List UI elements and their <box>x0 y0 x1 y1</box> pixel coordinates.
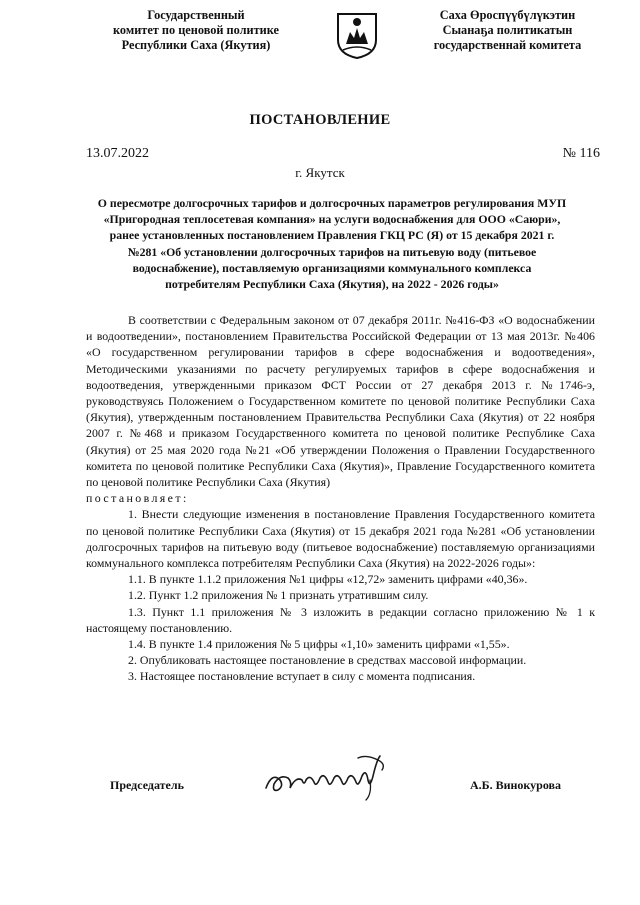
item-1-3: 1.3. Пункт 1.1 приложения № 3 изложить в редакции согласно приложению № 1 к настоящему постановлению. <box>86 604 595 635</box>
preamble-paragraph: В соответствии с Федеральным законом от 07 декабря 2011г. №416-ФЗ «О водоснабжении и водоотведении», постановлением Правительства Российской Федерации от 13 мая 2013г. №406 «О государственном регулировании тарифов в сфере водоснабжения и водоотведения», Методическими указаниями по расчету регулируемых тарифов в сфере водоснабжения и водоотведения, утвержденными приказом ФСТ России от 27 декабря 2013 г. №1746-э, руководствуясь Положением о Государственном комитете по ценовой политике Республики Саха (Якутия), утвержденным постановлением Правительства Республики Саха (Якутия) от 22 ноября 2007 г. №468 и приказом Государственного комитета по ценовой политике Республике Саха (Якутия) от 25 мая 2020 года №21 «Об утверждении Положения о Правлении Государственного комитета по ценовой политике Республики Саха (Якутия)», Правление Государственного комитета по ценовой политике Республики Саха (Якутия) <box>86 313 595 490</box>
subject-line: ранее установленных постановлением Правления ГКЦ РС (Я) от 15 декабря 2021 г. <box>109 228 555 243</box>
document-date: 13.07.2022 <box>86 146 149 161</box>
header-right-line-3: государственнай комитета <box>433 38 582 52</box>
header-committee-russian <box>96 8 296 53</box>
document-title: ПОСТАНОВЛЕНИЕ <box>249 112 391 128</box>
subject-line: водоснабжение), поставляемую организациями коммунального комплекса <box>132 260 532 275</box>
subject-line: потребителям Республики Саха (Якутия), на 2022 - 2026 годы» <box>165 277 499 292</box>
signer-name: А.Б. Винокурова <box>470 778 562 792</box>
header-right-line-1: Саха Өроспүүбүлүкэтин <box>439 8 576 22</box>
header-left-line-3: Республики Саха (Якутия) <box>121 38 271 52</box>
header-left-line-1: Государственный <box>147 8 245 22</box>
resolves-line: постановляет: <box>86 491 189 506</box>
subject-line: №281 «Об установлении долгосрочных тарифов на питьевую воду (питьевое <box>127 244 537 259</box>
document-city: г. Якутск <box>295 165 345 180</box>
document-subject <box>82 195 582 292</box>
item-1-4: 1.4. В пункте 1.4 приложения № 5 цифры «1,10» заменить цифрами «1,55». <box>128 637 510 652</box>
document-body <box>86 312 595 685</box>
header-right-line-2: Сыанаҕа политикатын <box>442 23 573 37</box>
item-3: 3. Настоящее постановление вступает в силу с момента подписания. <box>128 669 476 684</box>
signer-position: Председатель <box>110 778 184 792</box>
item-2: 2. Опубликовать настоящее постановление в средствах массовой информации. <box>128 653 527 668</box>
handwritten-signature <box>258 750 398 805</box>
document-header <box>0 8 640 88</box>
item-1: 1. Внести следующие изменения в постановление Правления Государственного комитета по ценовой политике Республики Саха (Якутия) от 15 декабря 2021 года №281 «Об установлении долгосрочных тарифов на питьевую воду (питьевое водоснабжение) поставляемую организациями коммунального комплекса потребителям Республики Саха (Якутия) на 2022-2026 годы»: <box>86 507 595 571</box>
subject-line: О пересмотре долгосрочных тарифов и долгосрочных параметров регулирования МУП <box>97 196 567 210</box>
republic-emblem-icon <box>334 10 380 60</box>
header-left-line-2: комитет по ценовой политике <box>113 23 279 37</box>
document-number: № 116 <box>562 146 600 161</box>
item-1-1: 1.1. В пункте 1.1.2 приложения №1 цифры «12,72» заменить цифрами «40,36». <box>128 572 528 587</box>
item-1-2: 1.2. Пункт 1.2 приложения № 1 признать утратившим силу. <box>128 588 429 603</box>
signature-block <box>0 750 640 810</box>
subject-line: «Пригородная теплосетевая компания» на услуги водоснабжения для ООО «Саюри», <box>103 212 561 227</box>
header-committee-sakha <box>405 8 610 53</box>
